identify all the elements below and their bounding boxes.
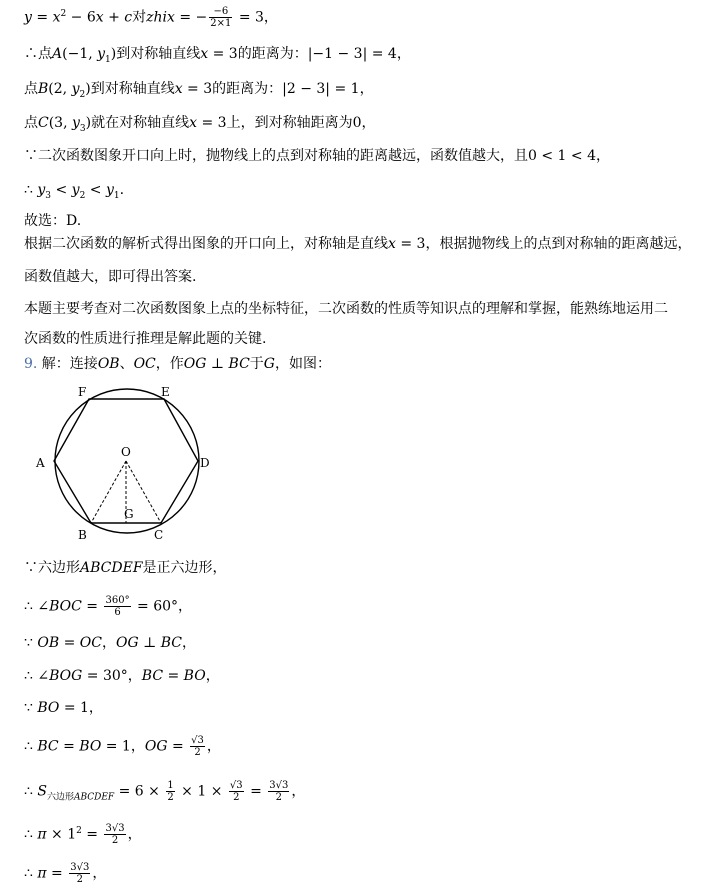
line-19: ∴ $S_{六边形ABCDEF} = 6$ × $\frac{1}{2}$ × 1 × $\frac{√3}{2}$ = $\frac{3√3}{2}$ ， (24, 780, 306, 803)
line-9: 函数值越大，即可得出答案. (24, 269, 197, 285)
line-16: ∴ ∠BOG = 30°，BC = BO， (24, 668, 220, 684)
label-g: G (124, 507, 134, 521)
line-11: 次函数的性质进行推理是解此题的关键. (24, 331, 267, 347)
label-e: E (161, 385, 170, 399)
line-1: $y = x^2 - 6x + c$对zhix = − $\frac{-6}{2\times 1}$ = 3， (24, 6, 278, 30)
label-c: C (154, 528, 164, 542)
label-a: A (36, 456, 45, 470)
frac-axis: $\frac{-6}{2\times 1}$ (210, 6, 232, 30)
frac-og: $\frac{√3}{2}$ (191, 735, 204, 758)
line-21: ∴ π = $\frac{3√3}{2}$ ， (24, 862, 107, 885)
label-d: D (200, 456, 210, 470)
frac-pi: $\frac{3√3}{2}$ (70, 862, 90, 885)
line-10: 本题主要考查对二次函数图象上点的坐标特征，二次函数的性质等知识点的理解和掌握，能熟练地运用二 (24, 301, 668, 317)
line-6: ∴ $y_3 < y_2 < y_1$. (24, 182, 125, 201)
line-18: ∴ BC = BO = 1，OG = $\frac{√3}{2}$ ， (24, 735, 221, 758)
line-15: ∵ OB = OC，OG ⊥ BC， (24, 635, 196, 651)
line-12: 9. 解：连接OB、OC，作OG ⊥ BC于G，如图： (24, 356, 331, 372)
line-4: 点C(3, $y_3$)就在对称轴直线x = 3上，到对称轴距离为0， (24, 115, 376, 134)
segment-ob (91, 461, 126, 523)
line-8: 根据二次函数的解析式得出图象的开口向上，对称轴是直线x = 3，根据抛物线上的点到对称轴的距离越远， (24, 236, 692, 252)
question-number: 9. (24, 356, 38, 372)
hexagon-figure (24, 376, 224, 546)
line-14: ∴ ∠BOC = $\frac{360^\circ}{6}$ = 60°， (24, 595, 193, 618)
line-3: 点B(2, $y_2$)到对称轴直线x = 3的距离为：|2 − 3| = 1， (24, 81, 374, 100)
label-o: O (121, 445, 131, 459)
frac-angle: $\frac{360^\circ}{6}$ (105, 595, 130, 618)
line-20: ∴ $\pi \times 1^2$ = $\frac{3√3}{2}$ ， (24, 823, 142, 847)
label-b: B (78, 528, 87, 542)
frac-area: $\frac{3√3}{2}$ (105, 823, 125, 847)
label-f: F (78, 385, 87, 399)
line-5: ∵二次函数图象开口向上时，抛物线上的点到对称轴的距离越远，函数值越大，且0 < 1 < 4， (24, 148, 610, 164)
line-2: ∴点A(−1, $y_1$)到对称轴直线x = 3的距离为：|−1 − 3| = 4， (24, 46, 411, 65)
line-13: ∵六边形ABCDEF是正六边形， (24, 560, 227, 576)
line-7: 故选：D. (24, 213, 82, 229)
line-17: ∵ BO = 1， (24, 700, 103, 716)
